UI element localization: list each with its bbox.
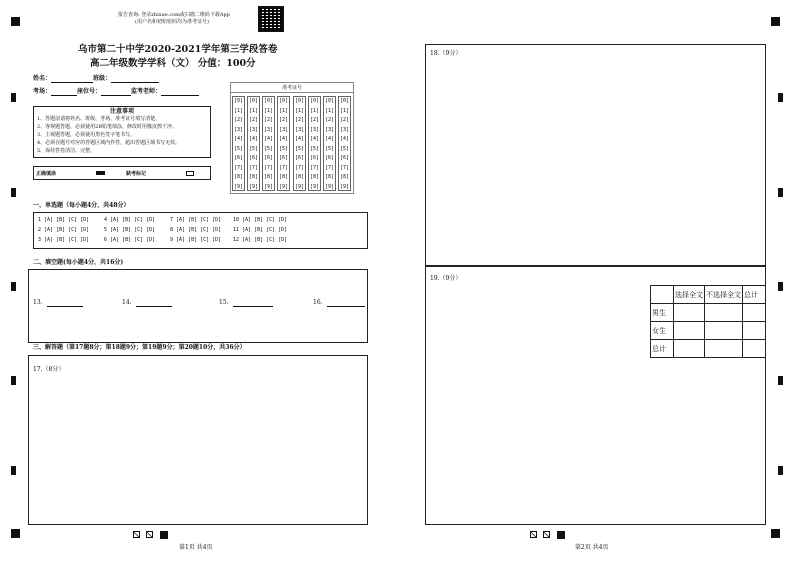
- footer-mark: [146, 531, 153, 538]
- exam-id-digit-column[interactable]: [247, 96, 260, 191]
- exam-id-label: 准考证号: [281, 85, 302, 91]
- exam-id-digit-bubble[interactable]: [7]: [278, 164, 289, 171]
- corner-mark-tl: [11, 17, 20, 26]
- exam-id-digit-bubble[interactable]: [8]: [294, 174, 305, 180]
- exam-id-digit-bubble[interactable]: [5]: [278, 145, 289, 152]
- exam-id-digit-bubble[interactable]: [4]: [309, 136, 320, 142]
- exam-id-digit-bubble[interactable]: [5]: [263, 145, 274, 152]
- answer-box-17[interactable]: [28, 355, 368, 525]
- section-2-title: 二、填空题(每小题4分，共16分): [33, 259, 124, 266]
- exam-id-digit-bubble[interactable]: [1]: [248, 107, 259, 114]
- exam-id-digit-bubble[interactable]: [6]: [309, 155, 320, 161]
- exam-id-digit-bubble[interactable]: [5]: [233, 145, 244, 152]
- exam-id-digit-bubble[interactable]: [2]: [309, 117, 320, 123]
- exam-id-digit-bubble[interactable]: [5]: [294, 145, 305, 152]
- exam-id-digit-bubble[interactable]: [3]: [263, 126, 274, 133]
- page-2-number: 第2页 共4页: [575, 544, 609, 551]
- side-mark: [11, 93, 16, 102]
- exam-id-digit-bubble[interactable]: [9]: [248, 183, 259, 190]
- proctor-label: 监考老师：: [131, 88, 162, 95]
- exam-id-digit-bubble[interactable]: [9]: [309, 183, 320, 190]
- absent-mark-box[interactable]: [186, 171, 194, 176]
- exam-id-digit-bubble[interactable]: [6]: [294, 155, 305, 161]
- mcq-col-2[interactable]: 4 [A] [B] [C] [D] 5 [A] [B] [C] [D] 6 [A] [B] [C] [D]: [104, 217, 156, 243]
- corner-mark-br: [771, 529, 780, 538]
- table-header-cell: 总计: [743, 286, 766, 304]
- side-mark: [11, 282, 16, 291]
- side-mark: [778, 282, 783, 291]
- table-header-cell: [651, 286, 674, 304]
- qr-code-icon: [258, 6, 284, 32]
- mcq-col-3[interactable]: 7 [A] [B] [C] [D] 8 [A] [B] [C] [D] 9 [A] [B] [C] [D]: [170, 217, 222, 243]
- exam-id-digit-bubble[interactable]: [4]: [339, 136, 350, 142]
- class-label: 班级：: [93, 75, 112, 82]
- footer-mark: [530, 531, 537, 538]
- sheet-subtitle: 高二年级数学学科（文） 分值：100分: [90, 58, 256, 69]
- proctor-field[interactable]: [161, 89, 199, 96]
- notes-item: 2、客观题答题，必须使用2B铅笔填涂，修改时用橡皮擦干净。: [37, 124, 178, 130]
- blank-16[interactable]: 16.: [313, 299, 365, 307]
- side-mark: [11, 466, 16, 475]
- fill-example-box: [33, 166, 211, 180]
- exam-id-digit-bubble[interactable]: [7]: [263, 164, 274, 171]
- footer-mark: [543, 531, 550, 538]
- exam-id-digit-bubble[interactable]: [6]: [233, 155, 244, 161]
- exam-id-digit-bubble[interactable]: [8]: [248, 174, 259, 180]
- exam-id-digit-bubble[interactable]: [6]: [278, 155, 289, 161]
- table-row: 男生: [651, 304, 766, 322]
- exam-id-digit-bubble[interactable]: [9]: [233, 183, 244, 190]
- exam-id-digit-bubble[interactable]: [3]: [278, 126, 289, 133]
- exam-id-digit-bubble[interactable]: [7]: [309, 164, 320, 171]
- section-1-title: 一、单选题（每小题4分，共48分）: [33, 202, 130, 209]
- side-mark: [778, 93, 783, 102]
- table-row: 总计: [651, 340, 766, 358]
- exam-id-digit-bubble[interactable]: [8]: [233, 174, 244, 180]
- exam-id-digit-bubble[interactable]: [2]: [263, 117, 274, 123]
- exam-id-digit-bubble[interactable]: [8]: [278, 174, 289, 180]
- mcq-col-4[interactable]: 10 [A] [B] [C] [D] 11 [A] [B] [C] [D] 12 [A] [B] [C] [D]: [233, 217, 288, 243]
- exam-id-digit-bubble[interactable]: [5]: [339, 145, 350, 152]
- corner-mark-tr: [771, 17, 780, 26]
- exam-id-digit-bubble[interactable]: [1]: [309, 107, 320, 114]
- class-field[interactable]: [111, 76, 159, 83]
- side-mark: [778, 188, 783, 197]
- exam-id-digit-column[interactable]: [232, 96, 245, 191]
- room-field[interactable]: [51, 89, 77, 96]
- notes-item: 3、主观题答题，必须使用黑色签字笔书写。: [37, 132, 136, 138]
- notes-item: 1、答题前请将姓名、班级、考场、准考证号填写清楚。: [37, 116, 161, 122]
- absent-mark-label: 缺考标记: [126, 171, 147, 177]
- exam-id-digit-bubble[interactable]: [1]: [294, 107, 305, 114]
- exam-id-digit-bubble[interactable]: [1]: [324, 107, 335, 114]
- footer-mark: [160, 531, 168, 539]
- exam-id-digit-bubble[interactable]: [3]: [294, 126, 305, 133]
- exam-id-digit-bubble[interactable]: [3]: [324, 126, 335, 133]
- exam-id-digit-bubble[interactable]: [1]: [263, 107, 274, 114]
- seat-label: 座位号：: [77, 88, 102, 95]
- exam-id-digit-bubble[interactable]: [5]: [324, 145, 335, 152]
- exam-id-digit-bubble[interactable]: [4]: [294, 136, 305, 142]
- table-header-cell: 选择全文: [674, 286, 705, 304]
- contingency-table: [650, 285, 766, 358]
- corner-mark-bl: [11, 529, 20, 538]
- name-label: 姓名：: [33, 75, 52, 82]
- exam-id-digit-bubble[interactable]: [8]: [263, 174, 274, 180]
- question-17-label: 17.（8分）: [33, 366, 65, 373]
- exam-id-digit-bubble[interactable]: [0]: [248, 98, 259, 104]
- side-mark: [11, 188, 16, 197]
- side-mark: [778, 466, 783, 475]
- table-row: 女生: [651, 322, 766, 340]
- exam-id-digit-bubble[interactable]: [7]: [324, 164, 335, 171]
- footer-mark: [557, 531, 565, 539]
- exam-id-digit-bubble[interactable]: [2]: [324, 117, 335, 123]
- answer-box-18[interactable]: [425, 44, 766, 266]
- exam-id-digit-bubble[interactable]: [9]: [294, 183, 305, 190]
- exam-id-digit-bubble[interactable]: [6]: [324, 155, 335, 161]
- info-row-1: [33, 75, 159, 83]
- exam-id-digit-column[interactable]: [338, 96, 351, 191]
- name-field[interactable]: [51, 76, 93, 83]
- page-1-number: 第1页 共4页: [179, 544, 213, 551]
- report-notice-line1: 报告查询: 登录zhixue.com或扫描二维码下载App: [118, 12, 230, 18]
- exam-id-digit-bubble[interactable]: [0]: [309, 98, 320, 104]
- exam-id-digit-bubble[interactable]: [1]: [339, 107, 350, 114]
- exam-id-digit-bubble[interactable]: [3]: [233, 126, 244, 133]
- exam-id-digit-bubble[interactable]: [4]: [263, 136, 274, 142]
- exam-id-digit-bubble[interactable]: [1]: [278, 107, 289, 114]
- exam-id-digit-bubble[interactable]: [0]: [339, 98, 350, 104]
- table-header-cell: 不选择全文: [705, 286, 743, 304]
- sheet-title: 乌市第二十中学2020-2021学年第三学段答卷: [78, 44, 278, 55]
- question-19-label: 19.（9分）: [430, 275, 462, 282]
- exam-id-digit-bubble[interactable]: [9]: [263, 183, 274, 190]
- blank-15[interactable]: 15.: [219, 299, 273, 307]
- exam-id-digit-bubble[interactable]: [0]: [324, 98, 335, 104]
- exam-id-digit-bubble[interactable]: [0]: [263, 98, 274, 104]
- exam-id-digit-bubble[interactable]: [1]: [233, 107, 244, 114]
- exam-id-digit-bubble[interactable]: [2]: [294, 117, 305, 123]
- exam-id-digit-bubble[interactable]: [4]: [324, 136, 335, 142]
- correct-fill-mark: [96, 171, 105, 175]
- exam-id-digit-bubble[interactable]: [9]: [339, 183, 350, 190]
- footer-mark: [133, 531, 140, 538]
- exam-id-digit-column[interactable]: [277, 96, 290, 191]
- exam-id-digit-bubble[interactable]: [7]: [248, 164, 259, 171]
- exam-id-digit-bubble[interactable]: [8]: [324, 174, 335, 180]
- exam-id-digit-bubble[interactable]: [6]: [248, 155, 259, 161]
- exam-id-digit-bubble[interactable]: [3]: [248, 126, 259, 133]
- exam-id-digit-bubble[interactable]: [8]: [339, 174, 350, 180]
- notes-item: 4、必须在题号对应的答题区域内作答，超出答题区域书写无效。: [37, 140, 181, 146]
- blank-14[interactable]: 14.: [122, 299, 172, 307]
- side-mark: [11, 376, 16, 385]
- question-18-label: 18.（9分）: [430, 50, 462, 57]
- exam-id-digit-bubble[interactable]: [0]: [278, 98, 289, 104]
- exam-id-digit-bubble[interactable]: [2]: [248, 117, 259, 123]
- exam-id-digit-bubble[interactable]: [7]: [339, 164, 350, 171]
- exam-id-digit-column[interactable]: [262, 96, 275, 191]
- mcq-col-1[interactable]: 1 [A] [B] [C] [D] 2 [A] [B] [C] [D] 3 [A] [B] [C] [D]: [38, 217, 90, 243]
- exam-id-digit-column[interactable]: [308, 96, 321, 191]
- exam-id-digit-column[interactable]: [293, 96, 306, 191]
- exam-id-digit-bubble[interactable]: [7]: [294, 164, 305, 171]
- exam-id-digit-bubble[interactable]: [8]: [309, 174, 320, 180]
- report-notice-line2: (用户名和初始密码均为准考证号): [135, 19, 209, 25]
- exam-id-digit-bubble[interactable]: [4]: [233, 136, 244, 142]
- notes-box: [33, 106, 211, 158]
- exam-id-digit-bubble[interactable]: [2]: [278, 117, 289, 123]
- exam-id-digit-bubble[interactable]: [6]: [263, 155, 274, 161]
- exam-id-digit-bubble[interactable]: [9]: [324, 183, 335, 190]
- exam-id-digit-bubble[interactable]: [5]: [309, 145, 320, 152]
- exam-id-digit-bubble[interactable]: [9]: [278, 183, 289, 190]
- seat-field[interactable]: [101, 89, 131, 96]
- blank-13[interactable]: 13.: [33, 299, 83, 307]
- exam-id-digit-bubble[interactable]: [7]: [233, 164, 244, 171]
- exam-id-digit-bubble[interactable]: [0]: [294, 98, 305, 104]
- exam-id-digit-bubble[interactable]: [6]: [339, 155, 350, 161]
- exam-id-digit-bubble[interactable]: [3]: [309, 126, 320, 133]
- room-label: 考场：: [33, 88, 52, 95]
- exam-id-digit-bubble[interactable]: [5]: [248, 145, 259, 152]
- exam-id-digit-bubble[interactable]: [2]: [339, 117, 350, 123]
- exam-id-digit-column[interactable]: [323, 96, 336, 191]
- side-mark: [778, 376, 783, 385]
- exam-id-digit-bubble[interactable]: [4]: [248, 136, 259, 142]
- notes-item: 5、保持答卷清洁、完整。: [37, 148, 96, 154]
- section-3-title: 三、解答题（第17题8分；第18题9分；第19题9分；第20题10分，共36分）: [33, 344, 246, 351]
- notes-title: 注意事项: [109, 108, 134, 115]
- exam-id-digit-bubble[interactable]: [3]: [339, 126, 350, 133]
- info-row-2: [33, 88, 199, 96]
- correct-fill-label: 正确填涂: [36, 171, 57, 177]
- exam-id-digit-bubble[interactable]: [0]: [233, 98, 244, 104]
- exam-id-digit-bubble[interactable]: [2]: [233, 117, 244, 123]
- exam-id-digit-bubble[interactable]: [4]: [278, 136, 289, 142]
